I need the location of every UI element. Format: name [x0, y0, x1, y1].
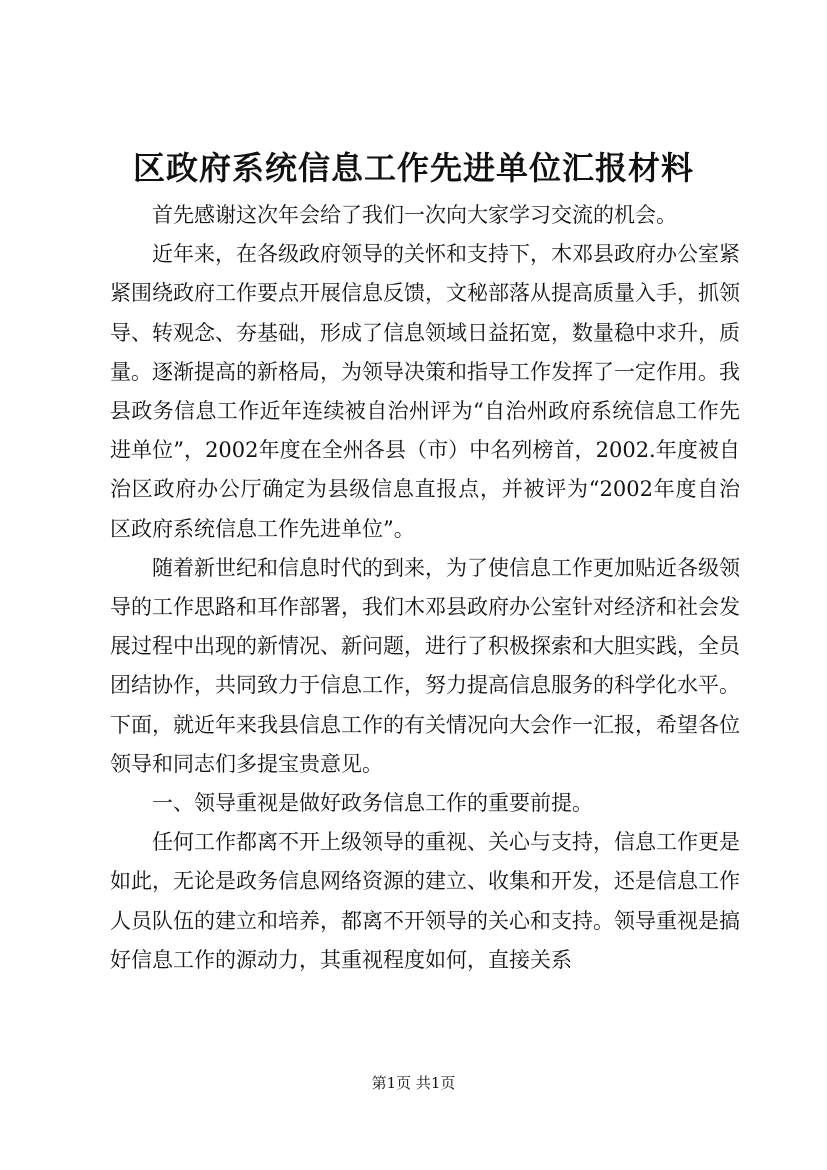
page-number-footer: 第1页 共1页 [371, 1074, 456, 1092]
document-body [110, 196, 740, 980]
paragraph-new-century: 随着新世纪和信息时代的到来，为了使信息工作更加贴近各级领导的工作思路和耳作部署，我们木邓县政府办公室针对经济和社会发展过程中出现的新情况、新问题，进行了积极探索和大胆实践，全员团结协作，共同致力于信息工作，努力提高信息服务的科学化水平。下面，就近年来我县信息工作的有关情况向大会作一汇报，希望各位领导和同志们多提宝贵意见。 [110, 555, 740, 776]
paragraph-intro: 首先感谢这次年会给了我们一次向大家学习交流的机会。 [152, 203, 677, 227]
document-title: 区政府系统信息工作先进单位汇报材料 [132, 149, 694, 187]
paragraph-leadership: 任何工作都离不开上级领导的重视、关心与支持，信息工作更是如此，无论是政务信息网络资源的建立、收集和开发，还是信息工作人员队伍的建立和培养，都离不开领导的关心和支持。领导重视是搞好信息工作的源动力，其重视程度如何，直接关系 [110, 830, 740, 972]
section-heading-1: 一、领导重视是做好政务信息工作的重要前提。 [152, 791, 593, 816]
paragraph-recent-years: 近年来，在各级政府领导的关怀和支持下，木邓县政府办公室紧紧围绕政府工作要点开展信息反馈，文秘部落从提高质量入手，抓领导、转观念、夯基础，形成了信息领域日益拓宽，数量稳中求升，质量。逐渐提高的新格局，为领导决策和指导工作发挥了一定作用。我县政务信息工作近年连续被自治州评为“自治州政府系统信息工作先进单位”，2002年度在全州各县（市）中名列榜首，2002.年度被自治区政府办公厅确定为县级信息直报点，并被评为“2002年度自治区政府系统信息工作先进单位”。 [110, 242, 740, 541]
